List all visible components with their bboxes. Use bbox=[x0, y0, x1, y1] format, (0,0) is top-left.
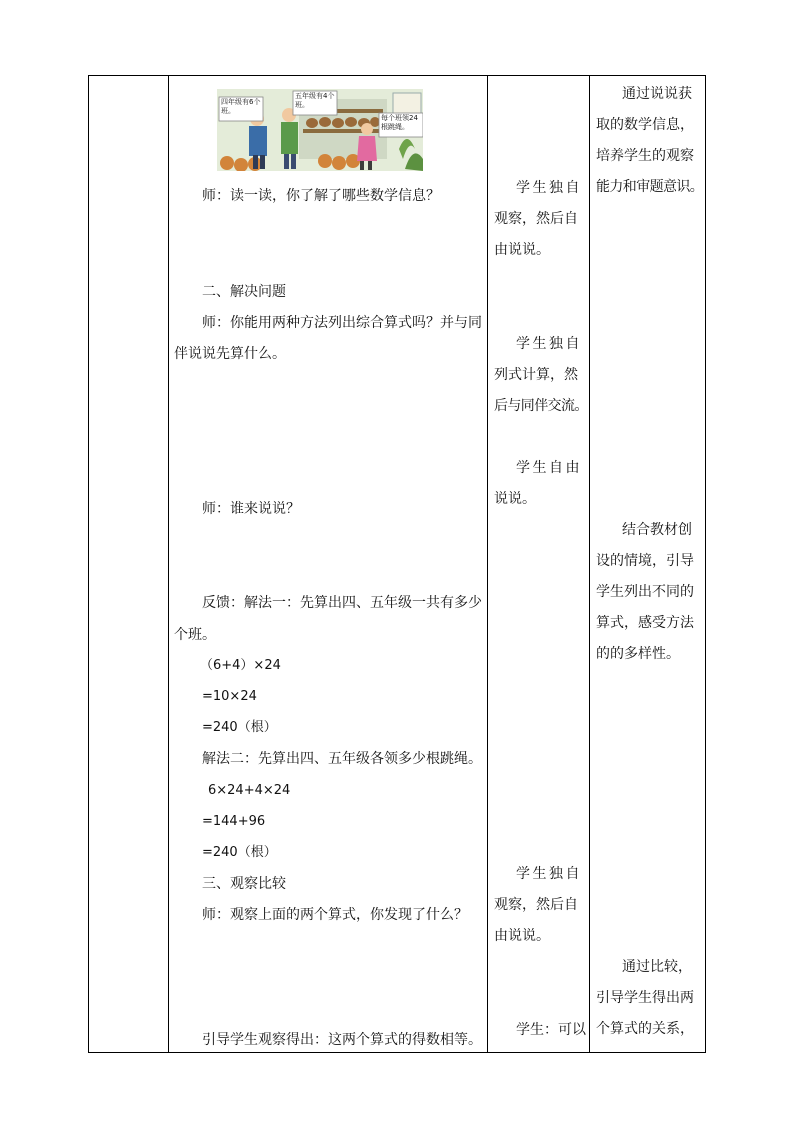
design-intent-2-line1: 结合教材创 bbox=[622, 522, 692, 538]
design-intent-1-line1: 通过说说获 bbox=[622, 86, 692, 102]
student-activity-1-line2: 观察，然后自 bbox=[494, 211, 578, 227]
student-activity-1-line1: 学生独自 bbox=[516, 180, 582, 196]
teacher-question-methods-2: 伴说说先算什么。 bbox=[174, 346, 286, 362]
student-activity-3-line2: 说说。 bbox=[494, 491, 536, 507]
design-intent-1-line4: 能力和审题意识。 bbox=[596, 179, 704, 195]
student-activity-2-line3: 后与同伴交流。 bbox=[494, 398, 588, 414]
student-activity-4-line1: 学生独自 bbox=[516, 866, 582, 882]
student-activity-1-line3: 由说说。 bbox=[494, 242, 550, 258]
student-activity-4-line2: 观察，然后自 bbox=[494, 897, 578, 913]
design-intent-3-line2: 引导学生得出两 bbox=[596, 990, 694, 1006]
design-intent-3-line1: 通过比较， bbox=[622, 959, 692, 975]
teacher-question-read: 师：读一读，你了解了哪些数学信息？ bbox=[202, 188, 440, 204]
equation-1-step2: =10×24 bbox=[202, 689, 257, 704]
column-divider bbox=[487, 76, 488, 1052]
design-intent-2-line3: 学生列出不同的 bbox=[596, 584, 694, 600]
student-activity-3-line1: 学生自由 bbox=[516, 460, 582, 476]
design-intent-2-line4: 算式，感受方法 bbox=[596, 615, 694, 631]
student-activity-2-line2: 列式计算，然 bbox=[494, 367, 578, 383]
column-divider bbox=[589, 76, 590, 1052]
speech-bubble-grade4: 四年级有6个班。 bbox=[221, 98, 261, 115]
section-heading-compare: 三、观察比较 bbox=[202, 876, 286, 892]
design-intent-1-line3: 培养学生的观察 bbox=[596, 148, 694, 164]
method2-description: 解法二：先算出四、五年级各领多少根跳绳。 bbox=[202, 751, 482, 767]
textbook-illustration bbox=[217, 89, 423, 171]
design-intent-2-line2: 设的情境，引导 bbox=[596, 553, 694, 569]
guide-conclusion: 引导学生观察得出：这两个算式的得数相等。 bbox=[202, 1032, 482, 1048]
speech-bubble-grade5: 五年级有4个班。 bbox=[295, 92, 335, 109]
column-divider bbox=[168, 76, 169, 1052]
design-intent-2-line5: 的的多样性。 bbox=[596, 646, 680, 662]
teacher-question-who: 师：谁来说说？ bbox=[202, 501, 300, 517]
section-heading-solve: 二、解决问题 bbox=[202, 284, 286, 300]
design-intent-3-line3: 个算式的关系， bbox=[596, 1021, 694, 1037]
feedback-method1-line1: 反馈：解法一：先算出四、五年级一共有多少 bbox=[202, 595, 482, 611]
equation-2-step1: 6×24+4×24 bbox=[208, 783, 291, 798]
teacher-question-observe: 师：观察上面的两个算式，你发现了什么？ bbox=[202, 907, 468, 923]
equation-1-step1: （6+4）×24 bbox=[200, 658, 281, 673]
equation-2-step2: =144+96 bbox=[202, 814, 266, 829]
feedback-method1-line2: 个班。 bbox=[174, 627, 216, 643]
student-activity-5-line1: 学生：可以 bbox=[516, 1022, 586, 1038]
student-activity-4-line3: 由说说。 bbox=[494, 928, 550, 944]
student-activity-2-line1: 学生独自 bbox=[516, 336, 582, 352]
speech-bubble-ropes: 每个班领24根跳绳。 bbox=[381, 114, 418, 131]
equation-2-step3: =240（根） bbox=[202, 845, 277, 860]
design-intent-1-line2: 取的数学信息， bbox=[596, 117, 694, 133]
equation-1-step3: =240（根） bbox=[202, 720, 277, 735]
teacher-question-methods-1: 师：你能用两种方法列出综合算式吗？并与同 bbox=[202, 315, 482, 331]
